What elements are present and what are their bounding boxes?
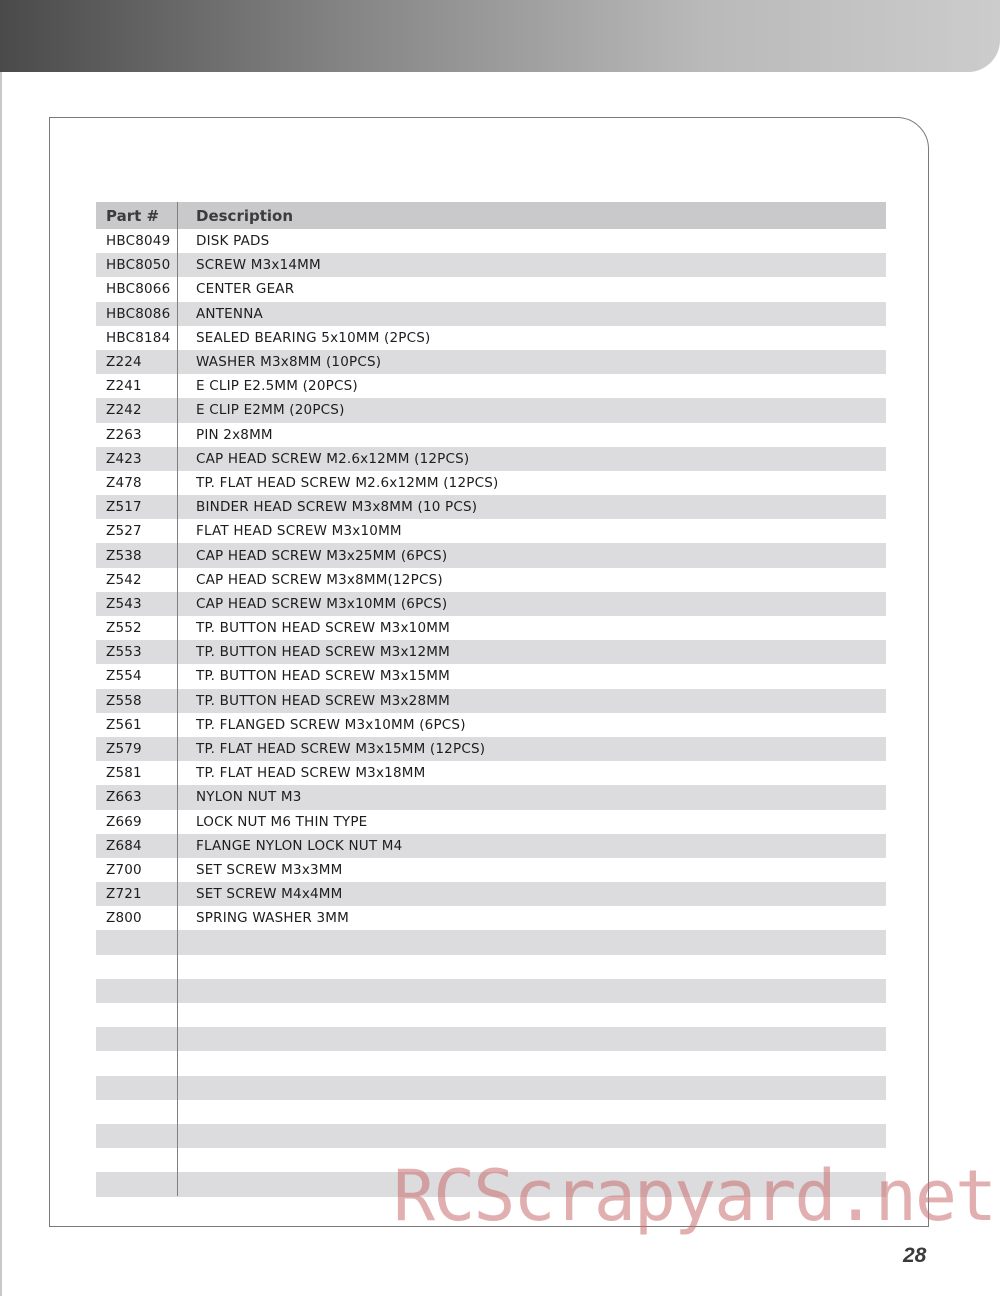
- table-row: [96, 882, 886, 906]
- part-number-cell: Z554: [106, 668, 142, 685]
- description-cell: TP. FLAT HEAD SCREW M3x15MM (12PCS): [196, 741, 486, 758]
- part-number-cell: Z800: [106, 910, 142, 927]
- table-row: [96, 664, 886, 688]
- table-row: [96, 979, 886, 1003]
- table-row: [96, 1076, 886, 1100]
- table-row: [96, 302, 886, 326]
- table-row: [96, 810, 886, 834]
- description-cell: BINDER HEAD SCREW M3x8MM (10 PCS): [196, 499, 478, 516]
- page-number: 28: [903, 1244, 927, 1267]
- description-cell: FLANGE NYLON LOCK NUT M4: [196, 837, 403, 854]
- description-cell: CAP HEAD SCREW M3x10MM (6PCS): [196, 595, 448, 612]
- table-row: [96, 495, 886, 519]
- table-row: [96, 471, 886, 495]
- part-number-cell: HBC8184: [106, 329, 171, 346]
- part-number-cell: Z558: [106, 692, 142, 709]
- table-row: [96, 374, 886, 398]
- header-part-number: Part #: [106, 206, 160, 225]
- table-row: [96, 640, 886, 664]
- description-cell: NYLON NUT M3: [196, 789, 302, 806]
- table-row: [96, 592, 886, 616]
- table-row: [96, 253, 886, 277]
- table-row: [96, 398, 886, 422]
- part-number-cell: Z224: [106, 354, 142, 371]
- table-row: [96, 1100, 886, 1124]
- part-number-cell: Z538: [106, 547, 142, 564]
- part-number-cell: Z423: [106, 450, 142, 467]
- part-number-cell: HBC8049: [106, 233, 171, 250]
- table-header: [96, 202, 886, 229]
- description-cell: CAP HEAD SCREW M3x8MM(12PCS): [196, 571, 443, 588]
- table-row: [96, 519, 886, 543]
- column-divider: [177, 202, 178, 1196]
- table-row: [96, 616, 886, 640]
- table-body: [96, 229, 886, 1197]
- part-number-cell: Z241: [106, 378, 142, 395]
- part-number-cell: Z663: [106, 789, 142, 806]
- description-cell: CENTER GEAR: [196, 281, 295, 298]
- description-cell: CAP HEAD SCREW M2.6x12MM (12PCS): [196, 450, 470, 467]
- description-cell: TP. FLANGED SCREW M3x10MM (6PCS): [196, 716, 466, 733]
- part-number-cell: Z542: [106, 571, 142, 588]
- part-number-cell: Z543: [106, 595, 142, 612]
- table-row: [96, 955, 886, 979]
- table-row: [96, 906, 886, 930]
- table-row: [96, 713, 886, 737]
- part-number-cell: HBC8066: [106, 281, 171, 298]
- table-row: [96, 858, 886, 882]
- table-row: [96, 689, 886, 713]
- table-row: [96, 1051, 886, 1075]
- part-number-cell: Z700: [106, 861, 142, 878]
- table-row: [96, 350, 886, 374]
- part-number-cell: Z579: [106, 741, 142, 758]
- table-row: [96, 423, 886, 447]
- description-cell: E CLIP E2MM (20PCS): [196, 402, 345, 419]
- table-row: [96, 447, 886, 471]
- part-number-cell: Z517: [106, 499, 142, 516]
- top-banner: [0, 0, 1000, 72]
- description-cell: SPRING WASHER 3MM: [196, 910, 349, 927]
- table-row: [96, 277, 886, 301]
- part-number-cell: Z721: [106, 886, 142, 903]
- description-cell: PIN 2x8MM: [196, 426, 273, 443]
- description-cell: E CLIP E2.5MM (20PCS): [196, 378, 358, 395]
- part-number-cell: Z552: [106, 620, 142, 637]
- part-number-cell: HBC8086: [106, 305, 171, 322]
- left-margin-rule: [0, 72, 2, 1296]
- description-cell: TP. BUTTON HEAD SCREW M3x10MM: [196, 620, 450, 637]
- table-row: [96, 229, 886, 253]
- table-row: [96, 1027, 886, 1051]
- description-cell: CAP HEAD SCREW M3x25MM (6PCS): [196, 547, 448, 564]
- description-cell: ANTENNA: [196, 305, 263, 322]
- table-row: [96, 761, 886, 785]
- table-row: [96, 568, 886, 592]
- part-number-cell: Z527: [106, 523, 142, 540]
- table-row: [96, 785, 886, 809]
- description-cell: TP. FLAT HEAD SCREW M3x18MM: [196, 765, 426, 782]
- description-cell: SET SCREW M4x4MM: [196, 886, 343, 903]
- part-number-cell: Z561: [106, 716, 142, 733]
- description-cell: TP. BUTTON HEAD SCREW M3x12MM: [196, 644, 450, 661]
- description-cell: LOCK NUT M6 THIN TYPE: [196, 813, 368, 830]
- description-cell: SEALED BEARING 5x10MM (2PCS): [196, 329, 431, 346]
- table-row: [96, 930, 886, 954]
- part-number-cell: HBC8050: [106, 257, 171, 274]
- part-number-cell: Z478: [106, 474, 142, 491]
- table-row: [96, 1124, 886, 1148]
- table-row: [96, 1003, 886, 1027]
- table-row: [96, 737, 886, 761]
- description-cell: TP. FLAT HEAD SCREW M2.6x12MM (12PCS): [196, 474, 499, 491]
- part-number-cell: Z581: [106, 765, 142, 782]
- description-cell: FLAT HEAD SCREW M3x10MM: [196, 523, 402, 540]
- description-cell: TP. BUTTON HEAD SCREW M3x28MM: [196, 692, 450, 709]
- description-cell: WASHER M3x8MM (10PCS): [196, 354, 382, 371]
- watermark: RCScrapyard.net: [393, 1155, 996, 1237]
- description-cell: TP. BUTTON HEAD SCREW M3x15MM: [196, 668, 450, 685]
- description-cell: DISK PADS: [196, 233, 270, 250]
- part-number-cell: Z263: [106, 426, 142, 443]
- part-number-cell: Z684: [106, 837, 142, 854]
- description-cell: SCREW M3x14MM: [196, 257, 321, 274]
- table-row: [96, 543, 886, 567]
- part-number-cell: Z242: [106, 402, 142, 419]
- parts-table: [96, 202, 886, 1197]
- part-number-cell: Z553: [106, 644, 142, 661]
- table-row: [96, 326, 886, 350]
- part-number-cell: Z669: [106, 813, 142, 830]
- header-description: Description: [196, 206, 294, 225]
- table-row: [96, 834, 886, 858]
- description-cell: SET SCREW M3x3MM: [196, 861, 343, 878]
